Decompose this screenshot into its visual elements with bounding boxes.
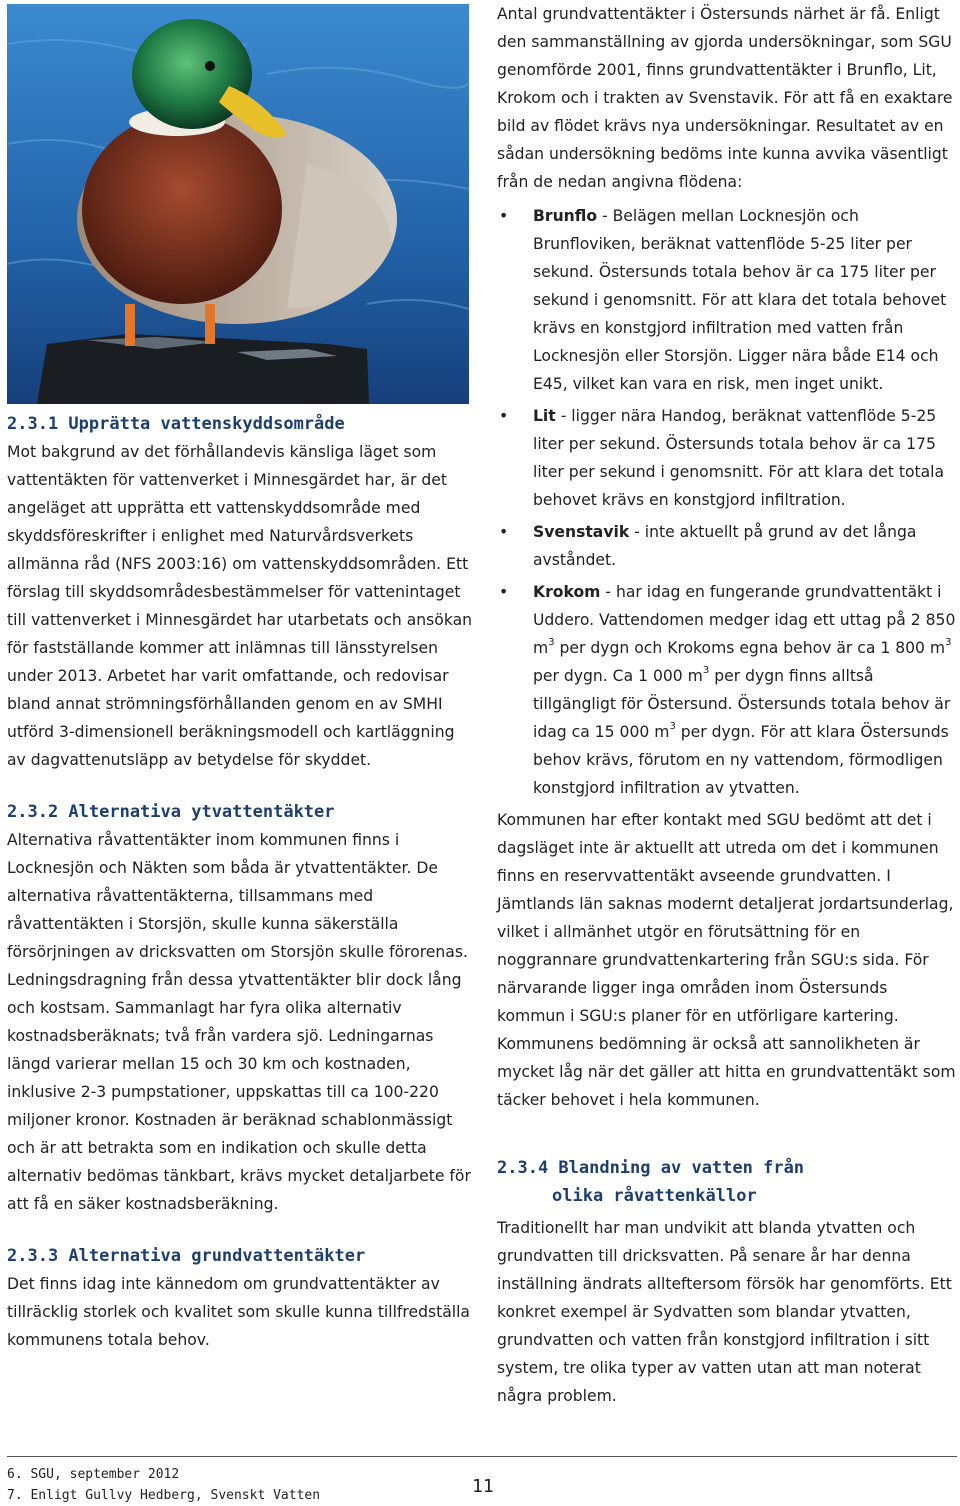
footnote-7: 7. Enligt Gullvy Hedberg, Svenskt Vatten <box>7 1488 321 1503</box>
section-heading: 2.3.4 Blandning av vatten från olika råvattenkällor <box>497 1158 805 1206</box>
footnote-6: 6. SGU, september 2012 <box>7 1467 180 1482</box>
section-heading: 2.3.3 Alternativa grundvattentäkter <box>7 1246 366 1266</box>
section-2-3-1 <box>7 410 477 774</box>
footnotes <box>7 1464 320 1506</box>
right-column <box>497 0 957 1410</box>
bullet-icon: • <box>499 583 509 601</box>
section-body: Alternativa råvattentäkter inom kommunen finns i Locknesjön och Näkten som båda är ytvattentäkter. De alternativa råvattentäkterna, tillsammans med råvattentäkten i Storsjön, skulle kunna säkerställa försörjningen av dricksvatten om Storsjön skulle förorenas. Ledningsdragning från dessa ytvattentäkter blir dock lång och kostsam. Sammanlagt har fyra olika alternativ kostnadsberäknats; två från vardera sjö. Ledningarnas längd varierar mellan 15 och 30 km och kostnaden, inklusive 2-3 pumpstationer, uppskattas till ca 100-220 miljoner kronor. Kostnaden är beräknad schablonmässigt och är att betrakta som en indikation och skulle detta alternativ bedömas tänkbart, krävs mycket detaljarbete för att få en säker kostnadsberäkning. <box>7 831 471 1213</box>
list-item: • Brunflo - Belägen mellan Locknesjön och Brunfloviken, beräknat vattenflöde 5-25 liter per sekund. Östersunds totala behov är ca 175 liter per sekund i genomsnitt. För att klara det totala behovet krävs en konstgjord infiltration med vatten från Locknesjön eller Storsjön. Ligger nära både E14 och E45, vilket kan vara en risk, men inget unikt. <box>497 202 957 398</box>
bullet-icon: • <box>499 207 509 225</box>
left-column <box>7 410 477 1354</box>
list-item: • Krokom - har idag en fungerande grundvattentäkt i Uddero. Vattendomen medger idag ett uttag på 2 850 $m^3$ per dygn och Krokoms egna behov är ca 1 800 $m^3$ per dygn. Ca 1 000 $m^3$ per dygn finns alltså tillgängligt för Östersund. Östersunds totala behov är idag ca 15 000 $m^3$ per dygn. För att klara Östersunds behov krävs, förutom en ny vattendom, förmodligen konstgjord infiltration av ytvatten. <box>497 578 957 802</box>
after-list-paragraph: Kommunen har efter kontakt med SGU bedömt att det i dagsläget inte är aktuellt att utreda om det i kommunen finns en reservvattentäkt avseende grundvatten. I Jämtlands län saknas modernt detaljerat jordartsunderlag, vilket i allmänhet utgör en förutsättning för en noggrannare grundvattenkartering från SGU:s sida. För närvarande ligger inga områden inom Östersunds kommun i SGU:s planer för en utförligare kartering. Kommunens bedömning är också att sannolikheten är mycket låg när det gäller att hitta en grundvattentäkt som täcker behovet i hela kommunen. <box>497 811 956 1109</box>
section-2-3-3 <box>7 1242 477 1354</box>
section-body: Traditionellt har man undvikit att blanda ytvatten och grundvatten till dricksvatten. På senare år har denna inställning ändrats allteftersom försök har genomförts. Ett konkret exempel är Sydvatten som blandar ytvatten, grundvatten och vatten från konstgjord infiltration i sitt system, tre olika typer av vatten utan att man noterat några problem. <box>497 1219 952 1405</box>
intro-paragraph: Antal grundvattentäkter i Östersunds närhet är få. Enligt den sammanställning av gjorda undersökningar, som SGU genomförde 2001, finns grundvattentäkter i Brunflo, Lit, Krokom och i trakten av Svenstavik. För att få en exaktare bild av flödet krävs nya undersökningar. Resultatet av en sådan undersökning bedöms inte kunna avvika väsentligt från de nedan angivna flödena: <box>497 5 953 191</box>
section-body: Det finns idag inte kännedom om grundvattentäkter av tillräcklig storlek och kvalitet som skulle kunna tillfredställa kommunens totala behov. <box>7 1275 470 1349</box>
section-body: Mot bakgrund av det förhållandevis känsliga läget som vattentäkten för vattenverket i Minnesgärdet har, är det angeläget att upprätta ett vattenskyddsområde med skyddsföreskrifter i enlighet med Naturvårdsverkets allmänna råd (NFS 2003:16) om vattenskyddsområden. Ett förslag till skyddsområdesbestämmelser för vattenintaget till vattenverket i Minnesgärdet har utarbetats och ansökan för fastställande kommer att inlämnas till länsstyrelsen under 2013. Arbetet har varit omfattande, och redovisar bland annat strömningsförhållanden genom en av SMHI utförd 3-dimensionell beräkningsmodell och kartläggning av dagvattenutsläpp av betydelse för skyddet. <box>7 443 473 769</box>
bullet-icon: • <box>499 407 509 425</box>
groundwater-list <box>497 202 957 802</box>
section-2-3-4 <box>497 1154 957 1410</box>
section-2-3-2 <box>7 798 477 1218</box>
list-item: • Svenstavik - inte aktuellt på grund av det långa avståndet. <box>497 518 957 574</box>
bullet-icon: • <box>499 523 509 541</box>
footer-divider <box>7 1456 957 1457</box>
duck-photo <box>7 4 469 404</box>
section-heading: 2.3.2 Alternativa ytvattentäkter <box>7 802 335 822</box>
list-item: • Lit - ligger nära Handog, beräknat vattenflöde 5-25 liter per sekund. Östersunds totala behov är ca 175 liter per sekund i genomsnitt. För att klara det totala behovet krävs en konstgjord infiltration. <box>497 402 957 514</box>
page-number: 11 <box>472 1476 494 1497</box>
section-heading: 2.3.1 Upprätta vattenskyddsområde <box>7 414 345 434</box>
